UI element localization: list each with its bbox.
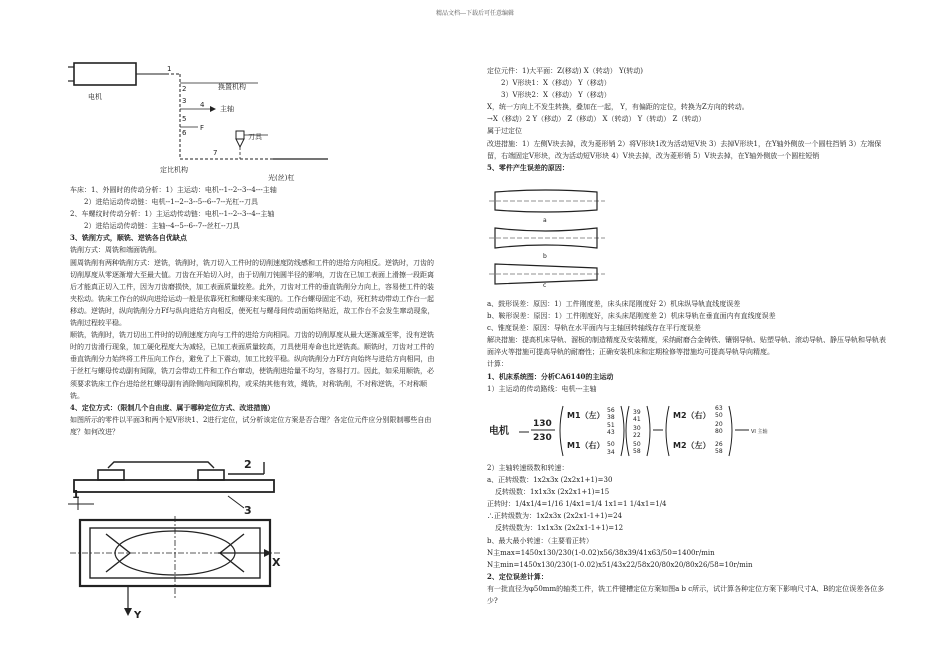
num-6: 6 [182,129,187,137]
right-improve-para: 改进措施：1）左侧V块去掉，改为菱形销 2）将V形块1改为活动短V块 3）去掉V形块1，在Y轴外侧放一个圆柱挡销 3）左端保留，右端固定V形块，改为活动短V形块 4）V块去掉，改为菱形销 5）V块去掉，在Y轴外侧放一个圆柱短销 [487,139,882,160]
g1-c: 51 [607,422,615,429]
calc-7: b、最大最小转速：（主要看正转） [487,536,593,545]
g3-c: 30 [633,425,641,432]
g1-a: 56 [607,407,615,414]
left-line-6: 铣削方式：周铣和端面铣削。 [70,246,161,255]
spindle-label: 主轴 [220,105,234,113]
error-b: b、鞍形误差：原因：1）工件刚度好，床头床尾刚度差 2）机床导轨在垂直面内有直线度误差 [487,312,776,321]
right-heading-errors: 5、零件产生误差的原因： [487,162,569,172]
right-line-1: 定位元件：1)大平面：Z(移动) X（转动） Y(转动) [487,67,644,75]
g2-b: 34 [607,449,615,456]
left-line-1: 车床：1、外圆时的传动分析：1）主运动：电机--1--2--3--4---主轴 [70,186,277,194]
calc-1: 2）主轴转速级数和转速： [487,464,569,472]
f-label: F [200,124,205,132]
g3-a: 39 [633,409,641,416]
heading-locating-error: 2、定位误差计算： [487,571,548,581]
right-line-2: 2）V形块1：X（移动） Y（移动） [501,79,611,88]
axis-x-label: X [272,556,281,569]
g2-a: 50 [607,441,615,448]
spindle-vi: VI 主轴 [751,429,768,435]
right-line-5: →X（移动）2 Y（移动） Z（移动） X（转动） Y（转动） Z（转动） [487,115,706,124]
error-solution: 解决措施：提高机床导轨、溜板的制造精度及安装精度，采纳耐磨合金铸铁、镶钢导轨、贴塑导轨、滚动导轨、静压导轨和导轨表面淬火等措施可提高导轨的耐磨性；正确安装机床和定期检修等措施均可提高导轨导向精度。 [487,336,886,357]
ratio-den: 230 [533,433,552,443]
calc-3: 反转级数：1x1x3x (2x2x1+1)=15 [495,488,610,497]
fig2-num-1: 1 [72,488,80,501]
gear-chain-diagram [487,400,787,462]
g4-c: 20 [715,421,723,428]
left-heading-milling: 3、铣削方式，顺铣、逆铣各自优缺点 [70,233,187,243]
right-line-3: 3）V形块2：X（移动） Y（移动） [501,91,611,100]
gear-motor: 电机 [489,426,509,437]
error-a: a、鼓形误差：原因：1）工件刚度差，床头床尾刚度好 2）机床纵导轨直线度误差 [487,300,741,308]
g3-f: 58 [633,448,641,455]
left-line-3: 2、车螺纹时传动分析：1）主运动传动链：电机--1--2--3--4--主轴 [70,210,275,219]
fixture-diagram [68,458,298,628]
num-1: 1 [167,65,172,73]
ratio-mech-label: 定比机构 [160,166,188,174]
left-para-down-milling: 顺铣，铣削时，铣刀切出工件时的切削速度方向与工件的进给方向相同。刀齿的切削厚度从最大逐渐减至零，没有逆铣时的刀齿滑行现象，加工硬化程度大为减轻，已加工表面质量较高，刀具使用寿命也比逆铣高。顺铣时，刀齿对工件的垂直铣削分力始终将工件压向工作台，避免了上下震动，加工比较平稳。纵向铣削分力Ff方向始终与进给方向相同，由于丝杠与螺母传动副有间隙，铣刀会带动工件和工作台窜动，使铣削进给量不均匀，容易打刀。因此，如采用顺铣，必须要求铣床工作台进给丝杠螺母副有消除侧向间隙机构，或采纳其他有效，绳铣，对称铣削，不对称逆铣，不对称顺铣。 [70,331,435,400]
axis-y-label: Y [134,610,142,621]
left-heading-locating: 4、定位方式：（限制几个自由度、属于哪种定位方式、改进措施） [70,402,275,412]
left-column [70,184,440,438]
m1-left: M1（左） [567,411,605,420]
right-line-4: X，统一方向上不发生转换，叠加在一起， Y，有偏距的定位，转换为Z方向的转动。 [487,103,749,112]
calc-11: 有一批直径为φ50mm的轴类工件，铣工件键槽定位方案如图a b c所示，试计算各种定位方案下影响尺寸A、B的定位误差各位多少? [487,584,885,606]
error-section [487,298,887,395]
m2-right: M2（左） [673,441,711,450]
change-mech-label: 换置机构 [218,83,246,91]
fig2-num-3: 3 [244,504,252,517]
calc-8: N主max=1450x130/230(1-0.02)x56/38x39/41x63/50=1400r/min [487,548,715,557]
num-7: 7 [213,149,218,157]
m2-left: M2（右） [673,411,711,420]
fig2-num-2: 2 [244,458,252,471]
heading-machine-system: 1、机床系统图：分析CA6140的主运动 [487,371,614,381]
g1-d: 43 [607,429,615,436]
page-header: 精品文档---下载后可任意编辑 [435,10,515,17]
left-para-question: 如图所示的零件以平面3和两个短V形块1、2进行定位，试分析该定位方案是否合理？各定位元件应分别限制哪些自由度？如何改进？ [70,415,432,436]
num-5: 5 [182,115,187,123]
num-4: 4 [200,101,205,109]
shape-label-a: a [543,217,547,224]
g3-e: 50 [633,441,641,448]
left-line-2: 2）进给运动传动链：电机--1--2--3--5--6--7--光杠--刀具 [84,198,259,207]
error-shapes-diagram [487,188,627,288]
right-column [487,65,887,174]
calc-2: a、正转级数：1x2x3x (2x2x1+1)=30 [487,476,613,485]
calc-6: 反转级数为：1x1x3x (2x2x1-1+1)=12 [495,524,624,533]
transmission-diagram [68,55,348,185]
calc-5: ∴正转级数为：1x2x3x (2x2x1-1+1)=24 [487,512,623,521]
g4-b: 50 [715,412,723,419]
tool-label: 刀具 [248,133,262,141]
shape-label-c: c [543,282,547,288]
left-para-up-milling: 圆周铣削有两种铣削方式：逆铣，铣削时，铣刀切入工件时的切削速度防线感和工件的进给方向相反。逆铣时，刀齿的切削厚度从零逐渐增大至最大值。刀齿在开始切入时，由于切削刀钝圆半径的影响，刀齿在已加工表面上滑擦一段距离后才能真正切入工件，因为刀齿磨损快，加工表面质量较差。此外，刀齿对工件的垂直铣削分力向上，容易使工件的装夹松动。铣床工作台的纵向进给运动一般是依靠死杠和螺母来实现的。工作台螺母固定不动，死杠转动带动工作台一起移动。逆铣时，纵向铣削分力Ff与纵向进给方向相反，使死杠与螺母间传动面始终贴近，故工作台不会发生窜动现象，铣削过程较平稳。 [70,258,435,328]
g4-a: 63 [715,405,723,412]
calc-4: 正转时：1/4x1/4=1/16 1/4x1=1/4 1x1=1 1/4x1=1/4 [487,500,667,509]
calc-9: N主min=1450x130/230(1-0.02)x51/43x22/58x20/80x20/80x26/58=10r/min [487,560,753,569]
g5-a: 26 [715,441,723,448]
g5-b: 58 [715,448,723,455]
shape-label-b: b [543,253,547,260]
m1-right: M1（右） [567,441,605,450]
ratio-num: 130 [533,419,552,429]
calc-section [487,462,887,607]
rod-label: 光(丝)杠 [268,174,295,182]
motor-label: 电机 [88,93,102,101]
g3-b: 41 [633,416,641,423]
num-3: 3 [182,97,187,105]
num-2: 2 [182,85,187,93]
error-c: c、锥度误差：原因：导轨在水平面内与主轴回转轴线存在平行度误差 [487,324,701,333]
right-line-6: 属于过定位 [487,127,522,136]
main-motion-route: 1）主运动的传动路线：电机---主轴 [487,384,597,393]
g4-d: 80 [715,428,723,435]
g3-d: 22 [633,432,641,439]
calc-label: 计算： [487,360,508,369]
g1-b: 38 [607,414,615,421]
left-line-4: 2）进给运动传动链：主轴--4--5--6--7--丝杠--刀具 [84,222,240,231]
